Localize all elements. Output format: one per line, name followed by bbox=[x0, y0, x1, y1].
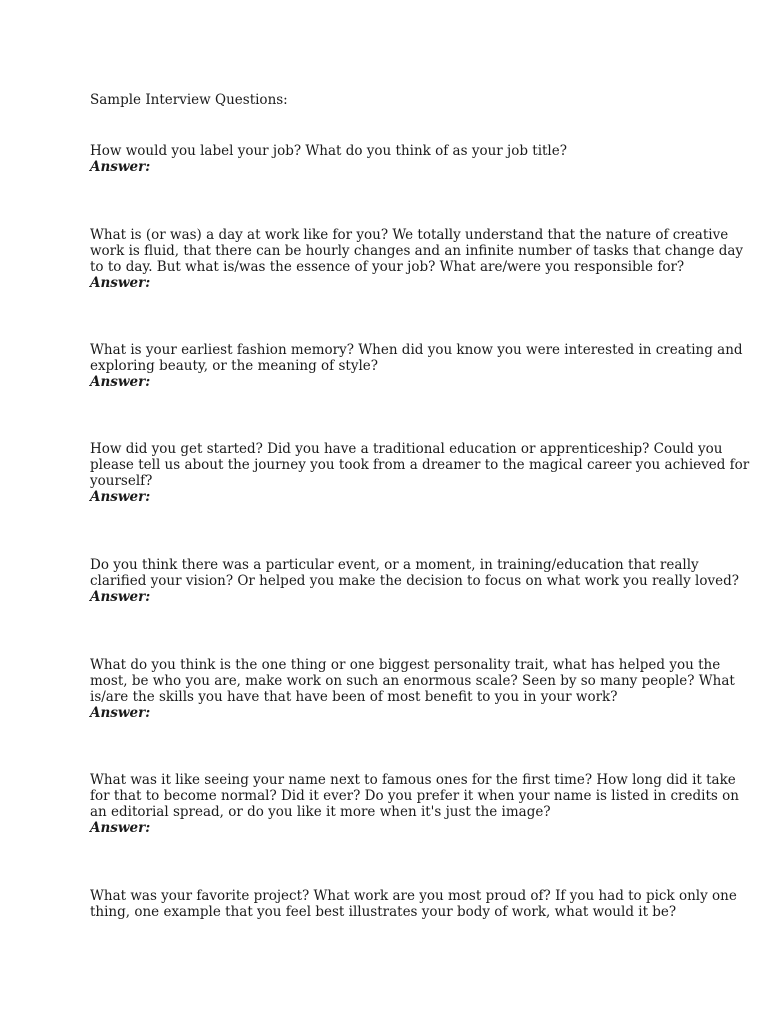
qa-block-1 bbox=[90, 143, 680, 175]
question-line: is/are the skills you have that have been of most benefit to you in your work? bbox=[90, 689, 618, 705]
question-line: What was it like seeing your name next to famous ones for the first time? How long did it take bbox=[90, 772, 736, 788]
question-line: clarified your vision? Or helped you make the decision to focus on what work you really loved? bbox=[90, 573, 739, 589]
question-line: an editorial spread, or do you like it more when it's just the image? bbox=[90, 804, 551, 820]
qa-block-4 bbox=[90, 441, 750, 505]
qa-block-5 bbox=[90, 557, 739, 605]
answer-label: Answer: bbox=[90, 275, 151, 291]
question-line: What is (or was) a day at work like for you? We totally understand that the nature of creative bbox=[90, 227, 729, 243]
question-3 bbox=[90, 342, 743, 374]
question-line: What was your favorite project? What work are you most proud of? If you had to pick only one bbox=[90, 888, 737, 904]
answer-label: Answer: bbox=[90, 820, 151, 836]
question-line: thing, one example that you feel best illustrates your body of work, what would it be? bbox=[90, 904, 677, 920]
question-1 bbox=[90, 143, 680, 159]
question-line: to to day. But what is/was the essence of your job? What are/were you responsible for? bbox=[90, 259, 685, 275]
question-line: How would you label your job? What do you think of as your job title? bbox=[90, 143, 567, 159]
qa-block-2 bbox=[90, 227, 744, 291]
qa-block-3 bbox=[90, 342, 743, 390]
question-line: most, be who you are, make work on such an enormous scale? Seen by so many people? What bbox=[90, 673, 735, 689]
question-line: exploring beauty, or the meaning of style? bbox=[90, 358, 378, 374]
question-line: please tell us about the journey you took from a dreamer to the magical career you achieved for bbox=[90, 457, 750, 473]
question-2 bbox=[90, 227, 744, 275]
answer-label: Answer: bbox=[90, 159, 151, 175]
answer-label: Answer: bbox=[90, 489, 151, 505]
question-5 bbox=[90, 557, 739, 589]
question-line: for that to become normal? Did it ever? Do you prefer it when your name is listed in credits on bbox=[90, 788, 739, 804]
qa-block-8 bbox=[90, 888, 737, 920]
qa-block-7 bbox=[90, 772, 739, 836]
question-line: How did you get started? Did you have a traditional education or apprenticeship? Could you bbox=[90, 441, 723, 457]
answer-label: Answer: bbox=[90, 374, 151, 390]
question-line: yourself? bbox=[90, 473, 153, 489]
question-line: work is fluid, that there can be hourly changes and an infinite number of tasks that change day bbox=[90, 243, 744, 259]
question-line: What is your earliest fashion memory? When did you know you were interested in creating and bbox=[90, 342, 743, 358]
document-title: Sample Interview Questions: bbox=[90, 92, 288, 108]
question-8 bbox=[90, 888, 737, 920]
question-6 bbox=[90, 657, 735, 705]
question-line: What do you think is the one thing or one biggest personality trait, what has helped you the bbox=[90, 657, 721, 673]
qa-block-6 bbox=[90, 657, 735, 721]
answer-label: Answer: bbox=[90, 705, 151, 721]
answer-label: Answer: bbox=[90, 589, 151, 605]
question-4 bbox=[90, 441, 750, 489]
question-7 bbox=[90, 772, 739, 820]
question-line: Do you think there was a particular event, or a moment, in training/education that really bbox=[90, 557, 699, 573]
